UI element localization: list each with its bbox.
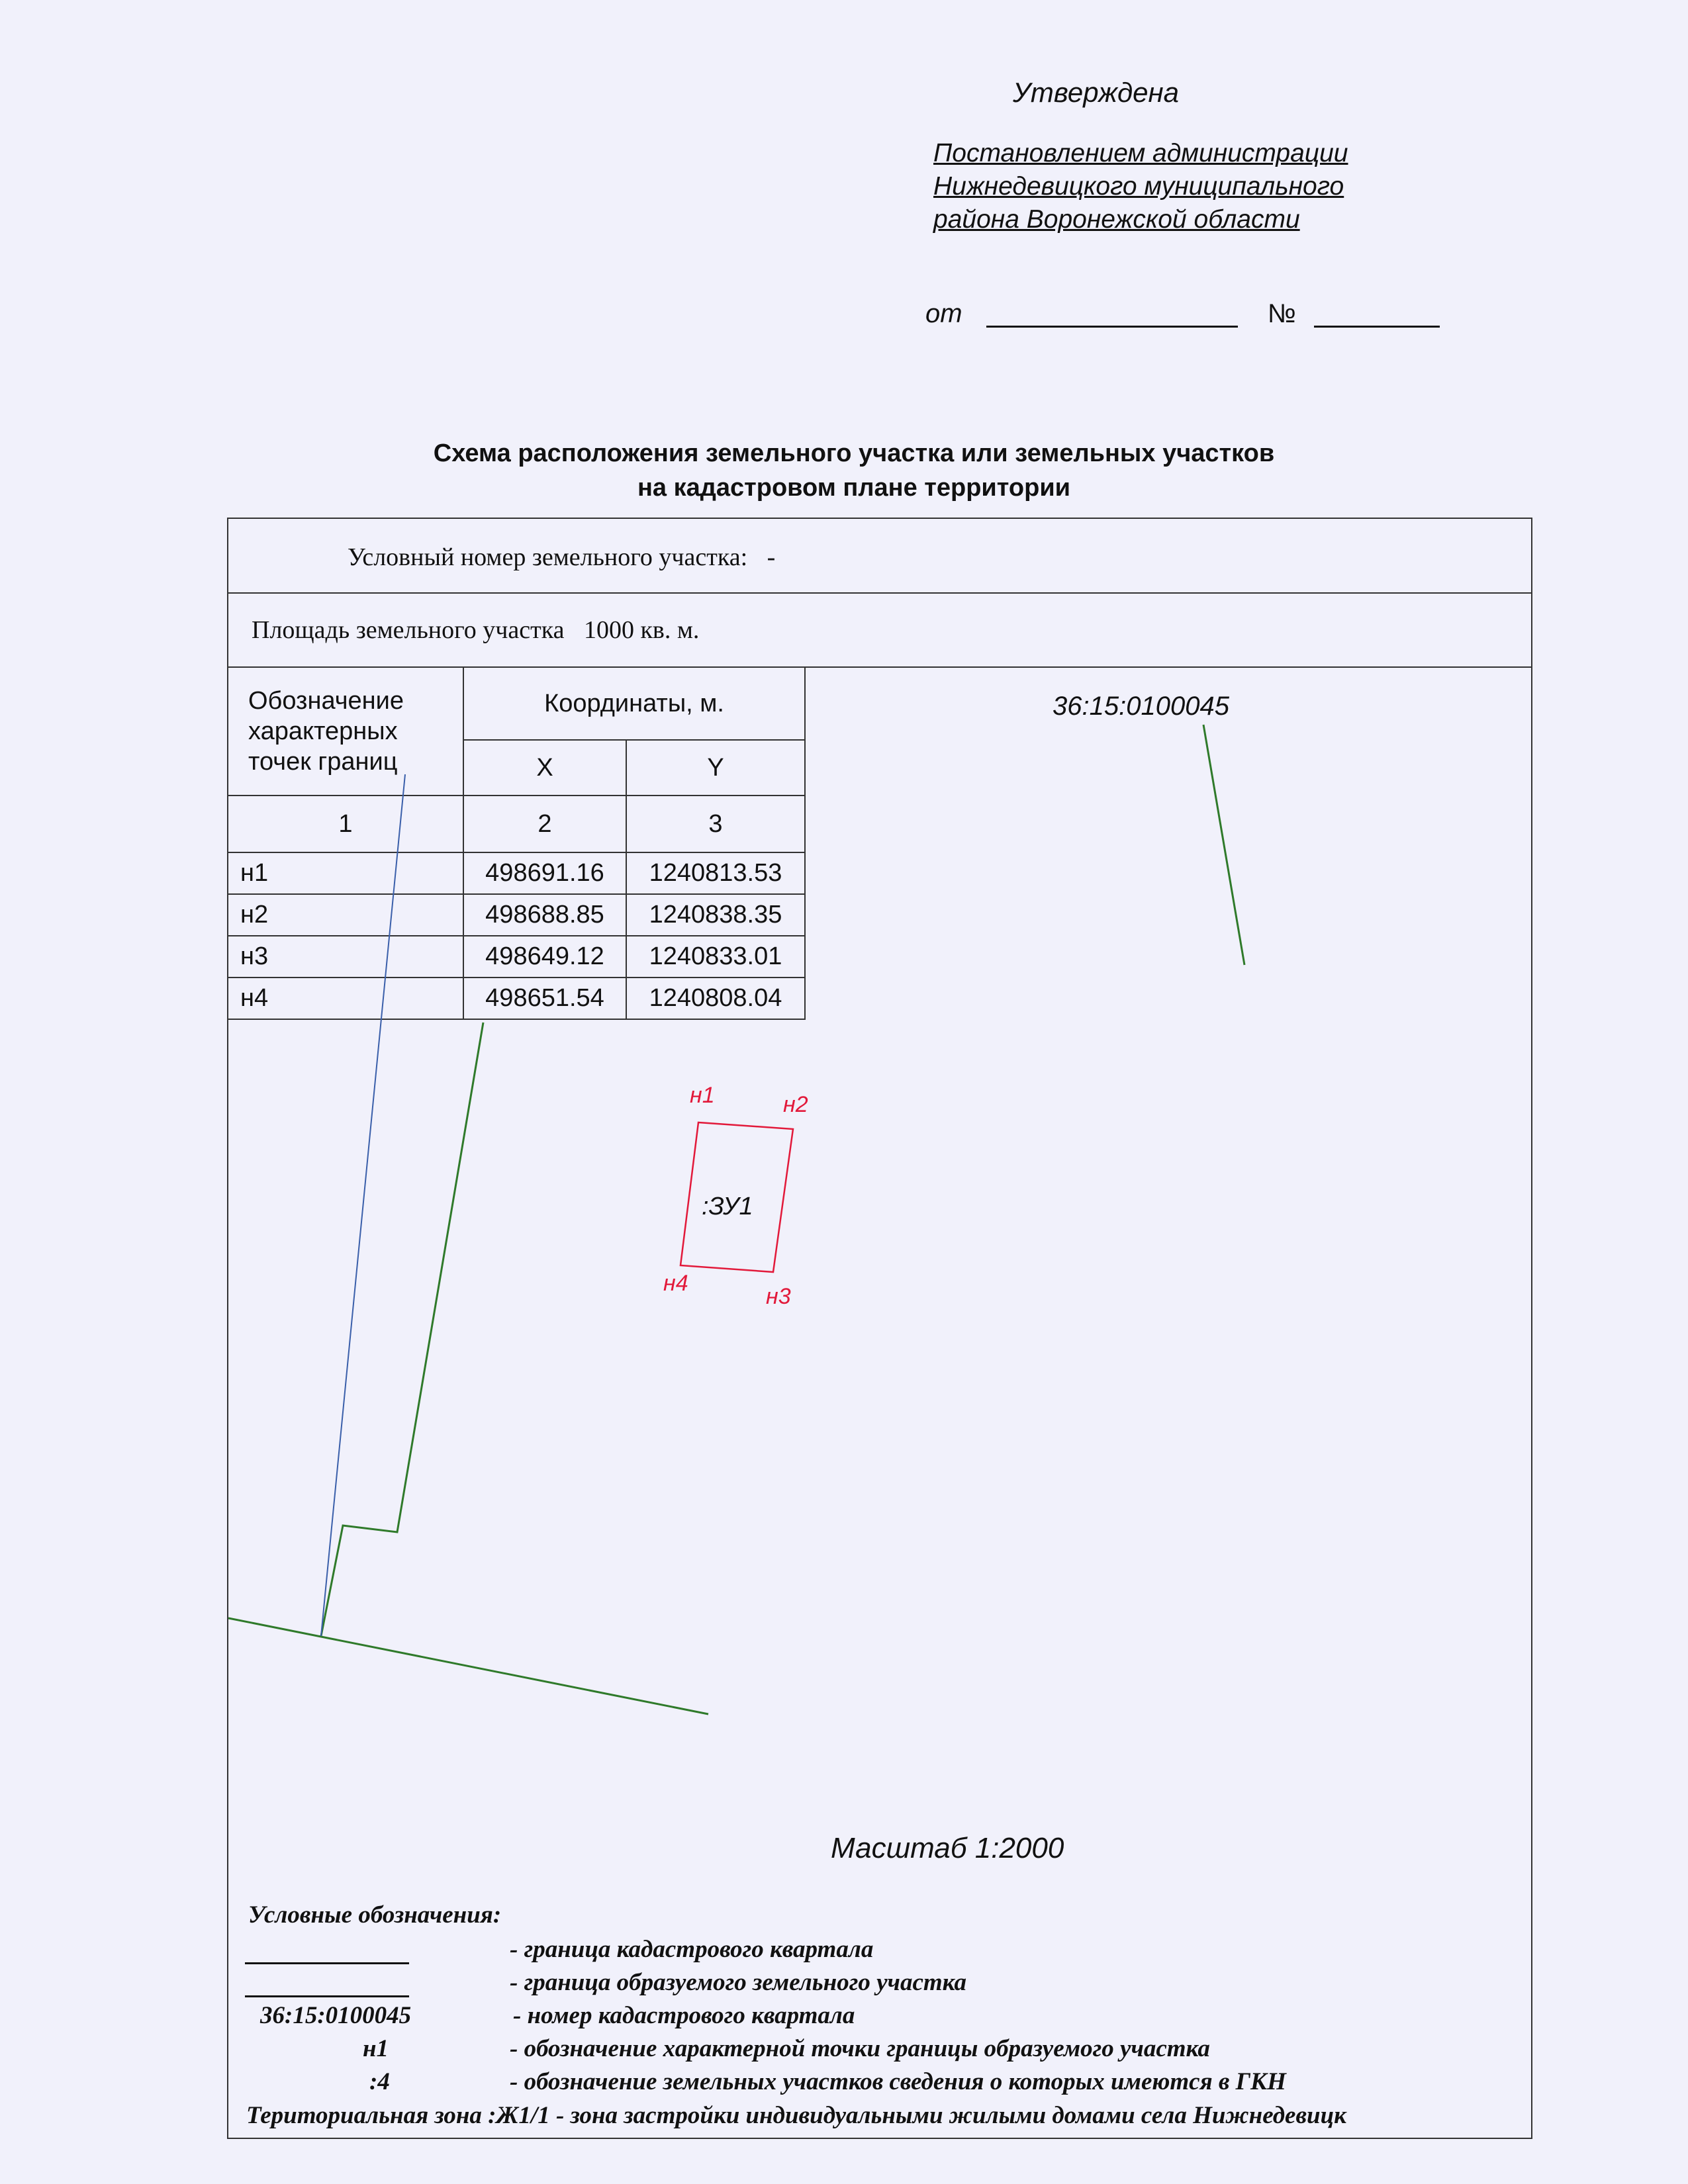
quarter-boundary-line: [228, 1618, 708, 1714]
point-cell: н1: [228, 852, 463, 894]
x-cell: 498651.54: [463, 978, 626, 1019]
header-y: Y: [626, 740, 805, 796]
territorial-zone-text: Териториальная зона :Ж1/1 - зона застройки индивидуальными жилыми домами села Нижнедевицк: [246, 2102, 1346, 2129]
other-boundary-line: [321, 774, 405, 1636]
header-x: X: [463, 740, 626, 796]
quarter-boundary-line: [321, 1023, 483, 1636]
point-label-n3: н3: [766, 1284, 791, 1309]
column-number: 2: [463, 796, 626, 852]
point-label-n4: н4: [663, 1271, 688, 1296]
number-label: №: [1268, 299, 1296, 328]
x-cell: 498688.85: [463, 894, 626, 936]
point-label-n1: н1: [690, 1083, 715, 1108]
point-cell: н2: [228, 894, 463, 936]
conditional-number-value: -: [767, 543, 776, 571]
approval-authority-line-3: района Воронежской области: [933, 205, 1300, 234]
legend-sample-point: н1: [363, 2035, 389, 2062]
area-label: Площадь земельного участка: [252, 616, 565, 644]
cadastral-quarter-label: 36:15:0100045: [1053, 692, 1229, 721]
point-cell: н4: [228, 978, 463, 1019]
parcel-label: :ЗУ1: [702, 1193, 753, 1220]
y-cell: 1240838.35: [626, 894, 805, 936]
point-cell: н3: [228, 936, 463, 978]
point-label-n2: н2: [783, 1092, 808, 1117]
legend-sample-quarter-number: 36:15:0100045: [260, 2002, 412, 2029]
legend-item: - граница образуемого земельного участка: [510, 1969, 967, 1996]
legend-item: - обозначение земельных участков сведения о которых имеются в ГКН: [510, 2068, 1286, 2095]
legend-sample-quarter-boundary: [245, 1962, 409, 1964]
y-cell: 1240808.04: [626, 978, 805, 1019]
approved-label: Утверждена: [1013, 77, 1180, 108]
approval-authority-line-1: Постановлением администрации: [933, 139, 1348, 167]
column-number: 1: [228, 796, 463, 852]
scale-label: Масштаб 1:2000: [831, 1832, 1064, 1864]
legend-title: Условные обозначения:: [248, 1901, 502, 1929]
date-label: от: [925, 299, 962, 328]
legend-item: - обозначение характерной точки границы образуемого участка: [510, 2035, 1210, 2062]
area-value: 1000 кв. м.: [583, 616, 700, 644]
document-title-line-1: Схема расположения земельного участка или земельных участков: [433, 439, 1275, 467]
conditional-number-label: Условный номер земельного участка:: [348, 543, 748, 571]
legend-sample-parcel-boundary: [245, 1995, 409, 1997]
approval-authority-line-2: Нижнедевицкого муниципального: [933, 172, 1344, 201]
quarter-label-leader: [1203, 725, 1244, 965]
header-coordinates: Координаты, м.: [463, 667, 805, 740]
x-cell: 498649.12: [463, 936, 626, 978]
legend-sample-parcels: :4: [369, 2068, 390, 2095]
y-cell: 1240813.53: [626, 852, 805, 894]
document-title-line-2: на кадастровом плане территории: [637, 474, 1071, 502]
legend-item: - граница кадастрового квартала: [510, 1936, 874, 1963]
legend-item: - номер кадастрового квартала: [513, 2002, 855, 2029]
y-cell: 1240833.01: [626, 936, 805, 978]
x-cell: 498691.16: [463, 852, 626, 894]
header-points: Обозначение характерных точек границ: [228, 667, 463, 796]
column-number: 3: [626, 796, 805, 852]
